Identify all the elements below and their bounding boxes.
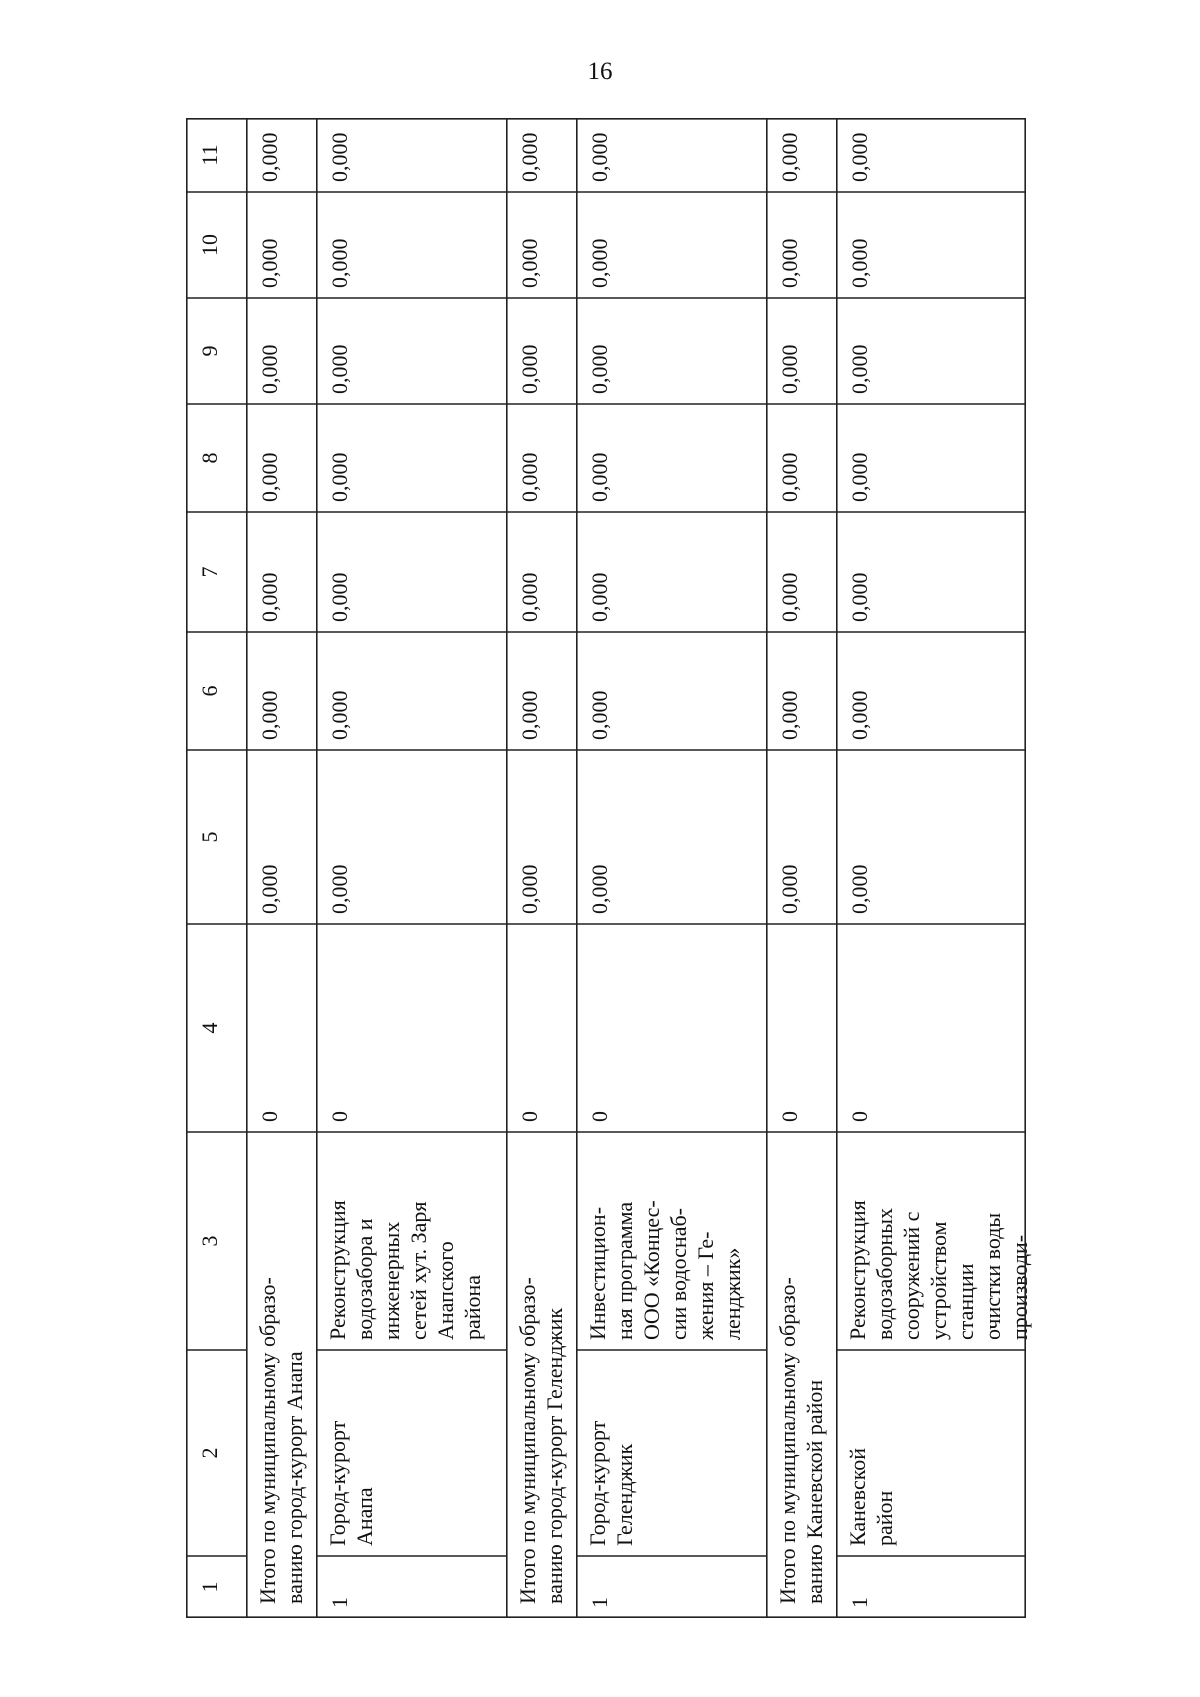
value-cell-c4: 0 bbox=[847, 1111, 872, 1122]
value-cell-c10: 0,000 bbox=[587, 238, 612, 288]
value-cell-c10: 0,000 bbox=[847, 238, 872, 288]
value-cell-c9: 0,000 bbox=[257, 344, 282, 394]
value-cell-c9: 0,000 bbox=[517, 344, 542, 394]
municipality-line: Город-курорт bbox=[585, 1420, 610, 1546]
project-name-line: ная программа bbox=[612, 1201, 637, 1340]
value-cell-c6: 0,000 bbox=[587, 690, 612, 740]
value-cell-c10: 0,000 bbox=[517, 238, 542, 288]
value-cell-c9: 0,000 bbox=[587, 344, 612, 394]
total-label-line: Итого по муниципальному образо- bbox=[515, 1277, 540, 1604]
municipality-line: Анапа bbox=[352, 1487, 377, 1546]
value-cell-c11: 0,000 bbox=[587, 132, 612, 182]
row-number: 1 bbox=[587, 1597, 612, 1608]
municipality-line: Каневской bbox=[845, 1447, 870, 1546]
value-cell-c5: 0,000 bbox=[777, 864, 802, 914]
value-cell-c7: 0,000 bbox=[327, 572, 352, 622]
municipality-line: Геленджик bbox=[612, 1443, 637, 1546]
project-name-line: станции bbox=[953, 1263, 978, 1340]
project-name-line: сооружений с bbox=[899, 1211, 924, 1340]
value-cell-c7: 0,000 bbox=[257, 572, 282, 622]
project-name-line: водозаборных bbox=[872, 1208, 897, 1340]
column-header-1: 1 bbox=[197, 1581, 222, 1593]
value-cell-c4: 0 bbox=[257, 1111, 282, 1122]
value-cell-c4: 0 bbox=[587, 1111, 612, 1122]
value-cell-c6: 0,000 bbox=[327, 690, 352, 740]
row-number: 1 bbox=[847, 1597, 872, 1608]
project-name-line: жения – Ге- bbox=[693, 1231, 718, 1340]
page-number: 16 bbox=[587, 58, 613, 85]
value-cell-c4: 0 bbox=[517, 1111, 542, 1122]
project-name-line: водозабора и bbox=[352, 1218, 377, 1340]
value-cell-c7: 0,000 bbox=[587, 572, 612, 622]
project-name-line: устройством bbox=[926, 1221, 951, 1340]
total-label-line: ванию Каневской район bbox=[802, 1379, 827, 1604]
value-cell-c8: 0,000 bbox=[327, 452, 352, 502]
project-name-line: ООО «Концес- bbox=[639, 1200, 664, 1340]
column-header-8: 8 bbox=[197, 452, 222, 464]
project-name-line: сетей хут. Заря bbox=[406, 1201, 431, 1340]
column-header-3: 3 bbox=[197, 1235, 222, 1247]
value-cell-c9: 0,000 bbox=[327, 344, 352, 394]
value-cell-c11: 0,000 bbox=[517, 132, 542, 182]
value-cell-c7: 0,000 bbox=[847, 572, 872, 622]
project-name-line: ленджик» bbox=[720, 1247, 745, 1340]
total-label-line: Итого по муниципальному образо- bbox=[255, 1277, 280, 1604]
total-label-line: Итого по муниципальному образо- bbox=[775, 1277, 800, 1604]
value-cell-c5: 0,000 bbox=[327, 864, 352, 914]
municipality-line: район bbox=[872, 1490, 897, 1546]
project-name-line: Анапского bbox=[433, 1241, 458, 1340]
value-cell-c4: 0 bbox=[327, 1111, 352, 1122]
value-cell-c6: 0,000 bbox=[777, 690, 802, 740]
row-number: 1 bbox=[327, 1597, 352, 1608]
value-cell-c6: 0,000 bbox=[847, 690, 872, 740]
total-label-line: ванию город-курорт Анапа bbox=[282, 1351, 307, 1604]
value-cell-c9: 0,000 bbox=[847, 344, 872, 394]
project-name-line: сии водоснаб- bbox=[666, 1208, 691, 1340]
value-cell-c8: 0,000 bbox=[257, 452, 282, 502]
table-frame bbox=[186, 118, 1152, 1618]
project-name-line: района bbox=[460, 1274, 485, 1340]
value-cell-c11: 0,000 bbox=[327, 132, 352, 182]
value-cell-c5: 0,000 bbox=[847, 864, 872, 914]
value-cell-c11: 0,000 bbox=[777, 132, 802, 182]
value-cell-c11: 0,000 bbox=[257, 132, 282, 182]
value-cell-c7: 0,000 bbox=[517, 572, 542, 622]
column-header-10: 10 bbox=[197, 234, 222, 256]
value-cell-c6: 0,000 bbox=[257, 690, 282, 740]
value-cell-c5: 0,000 bbox=[257, 864, 282, 914]
column-header-5: 5 bbox=[197, 831, 222, 843]
project-name-line: Реконструкция bbox=[325, 1200, 350, 1340]
project-name-line: очистки воды bbox=[980, 1212, 1005, 1340]
project-name-line: Инвестицион- bbox=[585, 1206, 610, 1340]
value-cell-c8: 0,000 bbox=[517, 452, 542, 502]
value-cell-c8: 0,000 bbox=[847, 452, 872, 502]
data-table bbox=[186, 118, 1152, 1618]
value-cell-c9: 0,000 bbox=[777, 344, 802, 394]
value-cell-c5: 0,000 bbox=[587, 864, 612, 914]
value-cell-c10: 0,000 bbox=[327, 238, 352, 288]
project-name-line: Реконструкция bbox=[845, 1200, 870, 1340]
column-header-2: 2 bbox=[197, 1447, 222, 1459]
value-cell-c4: 0 bbox=[777, 1111, 802, 1122]
column-header-11: 11 bbox=[197, 144, 222, 166]
column-header-6: 6 bbox=[197, 685, 222, 697]
total-label-line: ванию город-курорт Геленджик bbox=[542, 1307, 567, 1604]
project-name-line: производи- bbox=[1007, 1234, 1032, 1340]
municipality-line: Город-курорт bbox=[325, 1420, 350, 1546]
column-header-9: 9 bbox=[197, 345, 222, 357]
value-cell-c10: 0,000 bbox=[257, 238, 282, 288]
value-cell-c7: 0,000 bbox=[777, 572, 802, 622]
value-cell-c6: 0,000 bbox=[517, 690, 542, 740]
project-name-line: инженерных bbox=[379, 1221, 404, 1340]
value-cell-c11: 0,000 bbox=[847, 132, 872, 182]
value-cell-c8: 0,000 bbox=[587, 452, 612, 502]
table-grid bbox=[186, 118, 1026, 1618]
column-header-7: 7 bbox=[197, 566, 222, 578]
value-cell-c5: 0,000 bbox=[517, 864, 542, 914]
column-header-4: 4 bbox=[197, 1022, 222, 1034]
value-cell-c8: 0,000 bbox=[777, 452, 802, 502]
value-cell-c10: 0,000 bbox=[777, 238, 802, 288]
